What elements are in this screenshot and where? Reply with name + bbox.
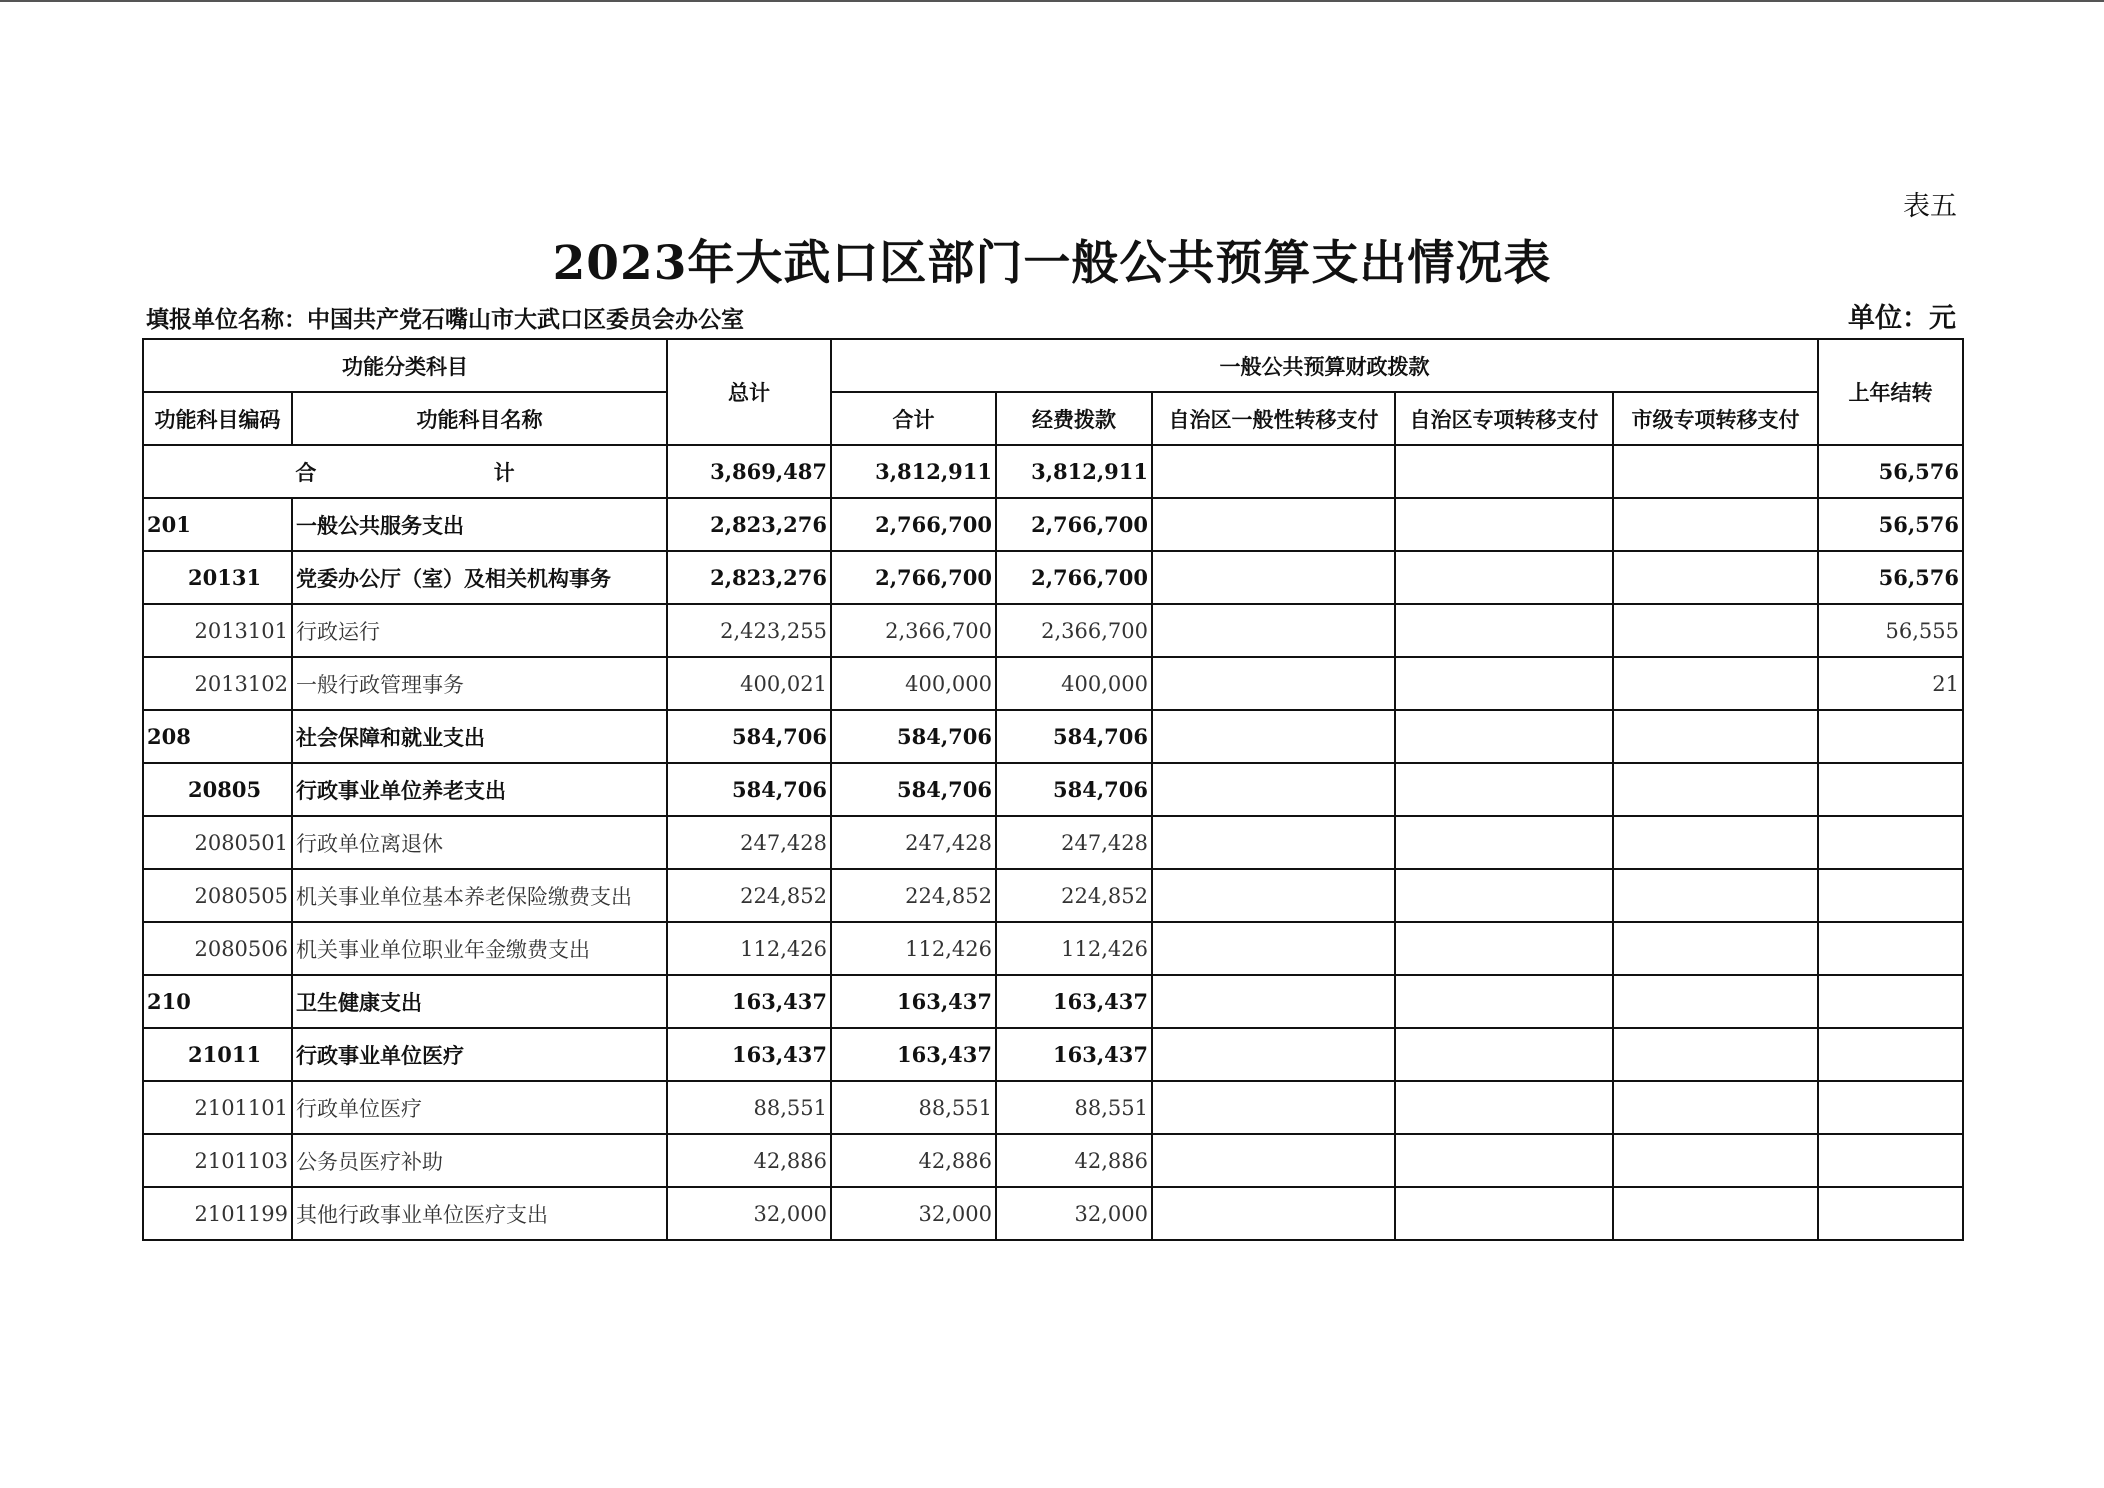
cell-code: 2013101 (143, 604, 292, 657)
cell-name: 行政事业单位养老支出 (292, 763, 667, 816)
budget-table (142, 338, 1964, 1241)
cell-subtotal: 88,551 (831, 1081, 996, 1134)
cell-code: 210 (143, 975, 292, 1028)
header-region-general-transfer: 自治区一般性转移支付 (1152, 392, 1395, 445)
cell-funding: 2,766,700 (996, 551, 1152, 604)
cell-city-special (1613, 657, 1818, 710)
cell-region-general (1152, 869, 1395, 922)
cell-region-special (1395, 604, 1613, 657)
cell-total: 112,426 (667, 922, 831, 975)
cell-code: 2080505 (143, 869, 292, 922)
cell-region-general (1152, 604, 1395, 657)
cell-funding: 224,852 (996, 869, 1152, 922)
header-subtotal: 合计 (831, 392, 996, 445)
cell-subtotal: 247,428 (831, 816, 996, 869)
cell-region-special (1395, 1187, 1613, 1240)
cell-code: 2013102 (143, 657, 292, 710)
cell-code: 2080501 (143, 816, 292, 869)
cell-total: 584,706 (667, 710, 831, 763)
cell-region-general (1152, 1028, 1395, 1081)
header-city-special-transfer: 市级专项转移支付 (1613, 392, 1818, 445)
total-region-general (1152, 445, 1395, 498)
cell-city-special (1613, 551, 1818, 604)
cell-carryover (1818, 975, 1963, 1028)
cell-total: 2,423,255 (667, 604, 831, 657)
table-row (143, 551, 1963, 604)
cell-region-special (1395, 551, 1613, 604)
cell-subtotal: 163,437 (831, 1028, 996, 1081)
cell-region-special (1395, 869, 1613, 922)
cell-name: 行政单位医疗 (292, 1081, 667, 1134)
cell-name: 卫生健康支出 (292, 975, 667, 1028)
table-row (143, 498, 1963, 551)
cell-code: 21011 (143, 1028, 292, 1081)
total-label: 合 计 (143, 445, 667, 498)
table-number: 表五 (1903, 191, 1957, 222)
cell-region-general (1152, 1081, 1395, 1134)
cell-carryover (1818, 816, 1963, 869)
cell-total: 163,437 (667, 1028, 831, 1081)
header-general-budget: 一般公共预算财政拨款 (831, 339, 1818, 392)
header-name: 功能科目名称 (292, 392, 667, 445)
cell-carryover (1818, 1028, 1963, 1081)
cell-city-special (1613, 604, 1818, 657)
cell-subtotal: 584,706 (831, 763, 996, 816)
currency-unit: 单位：元 (1848, 303, 1956, 334)
cell-funding: 584,706 (996, 763, 1152, 816)
total-subtotal: 3,812,911 (831, 445, 996, 498)
cell-city-special (1613, 498, 1818, 551)
cell-carryover: 56,555 (1818, 604, 1963, 657)
cell-region-general (1152, 1187, 1395, 1240)
cell-carryover: 56,576 (1818, 551, 1963, 604)
total-row (143, 445, 1963, 498)
cell-name: 其他行政事业单位医疗支出 (292, 1187, 667, 1240)
cell-name: 行政单位离退休 (292, 816, 667, 869)
document-meta (146, 296, 1956, 335)
cell-total: 163,437 (667, 975, 831, 1028)
header-row-2 (143, 392, 1963, 445)
cell-name: 公务员医疗补助 (292, 1134, 667, 1187)
reporting-unit-name: 填报单位名称：中国共产党石嘴山市大武口区委员会办公室 (146, 306, 744, 333)
cell-region-special (1395, 922, 1613, 975)
cell-carryover (1818, 922, 1963, 975)
cell-region-special (1395, 710, 1613, 763)
cell-city-special (1613, 1028, 1818, 1081)
cell-funding: 2,366,700 (996, 604, 1152, 657)
cell-region-special (1395, 498, 1613, 551)
header-region-special-transfer: 自治区专项转移支付 (1395, 392, 1613, 445)
cell-subtotal: 2,766,700 (831, 498, 996, 551)
cell-funding: 88,551 (996, 1081, 1152, 1134)
total-city-special (1613, 445, 1818, 498)
cell-code: 20131 (143, 551, 292, 604)
total-region-special (1395, 445, 1613, 498)
cell-funding: 163,437 (996, 1028, 1152, 1081)
cell-code: 201 (143, 498, 292, 551)
cell-region-general (1152, 657, 1395, 710)
cell-name: 行政事业单位医疗 (292, 1028, 667, 1081)
cell-region-special (1395, 816, 1613, 869)
cell-code: 20805 (143, 763, 292, 816)
total-funding: 3,812,911 (996, 445, 1152, 498)
cell-name: 一般行政管理事务 (292, 657, 667, 710)
table-row (143, 975, 1963, 1028)
cell-total: 400,021 (667, 657, 831, 710)
cell-city-special (1613, 1187, 1818, 1240)
header-code: 功能科目编码 (143, 392, 292, 445)
cell-subtotal: 2,766,700 (831, 551, 996, 604)
cell-region-special (1395, 1134, 1613, 1187)
cell-subtotal: 32,000 (831, 1187, 996, 1240)
table-row (143, 1028, 1963, 1081)
table-row (143, 657, 1963, 710)
table-row (143, 1134, 1963, 1187)
header-total: 总计 (667, 339, 831, 445)
page-title: 2023年大武口区部门一般公共预算支出情况表 (552, 236, 1552, 291)
cell-carryover: 56,576 (1818, 498, 1963, 551)
cell-total: 42,886 (667, 1134, 831, 1187)
cell-carryover (1818, 869, 1963, 922)
cell-city-special (1613, 816, 1818, 869)
cell-region-special (1395, 1081, 1613, 1134)
cell-total: 2,823,276 (667, 551, 831, 604)
cell-region-special (1395, 1028, 1613, 1081)
cell-subtotal: 112,426 (831, 922, 996, 975)
cell-funding: 584,706 (996, 710, 1152, 763)
cell-code: 2101199 (143, 1187, 292, 1240)
cell-total: 584,706 (667, 763, 831, 816)
cell-city-special (1613, 869, 1818, 922)
cell-subtotal: 584,706 (831, 710, 996, 763)
cell-name: 社会保障和就业支出 (292, 710, 667, 763)
cell-code: 2080506 (143, 922, 292, 975)
cell-funding: 400,000 (996, 657, 1152, 710)
table-row (143, 604, 1963, 657)
cell-region-special (1395, 763, 1613, 816)
cell-region-general (1152, 763, 1395, 816)
cell-total: 247,428 (667, 816, 831, 869)
cell-city-special (1613, 975, 1818, 1028)
header-functional-category: 功能分类科目 (143, 339, 667, 392)
table-row (143, 763, 1963, 816)
cell-city-special (1613, 1081, 1818, 1134)
cell-region-general (1152, 975, 1395, 1028)
cell-name: 党委办公厅（室）及相关机构事务 (292, 551, 667, 604)
cell-subtotal: 42,886 (831, 1134, 996, 1187)
cell-carryover (1818, 710, 1963, 763)
top-border-line (0, 0, 2104, 2)
budget-rows (143, 498, 1963, 1240)
cell-subtotal: 400,000 (831, 657, 996, 710)
cell-name: 行政运行 (292, 604, 667, 657)
cell-code: 208 (143, 710, 292, 763)
header-funding: 经费拨款 (996, 392, 1152, 445)
table-row (143, 710, 1963, 763)
cell-total: 88,551 (667, 1081, 831, 1134)
cell-region-special (1395, 657, 1613, 710)
cell-region-general (1152, 551, 1395, 604)
cell-city-special (1613, 763, 1818, 816)
cell-region-general (1152, 1134, 1395, 1187)
cell-carryover (1818, 1081, 1963, 1134)
cell-name: 一般公共服务支出 (292, 498, 667, 551)
table-row (143, 816, 1963, 869)
cell-funding: 42,886 (996, 1134, 1152, 1187)
cell-carryover (1818, 1187, 1963, 1240)
cell-region-general (1152, 922, 1395, 975)
cell-carryover (1818, 1134, 1963, 1187)
cell-carryover: 21 (1818, 657, 1963, 710)
cell-funding: 2,766,700 (996, 498, 1152, 551)
cell-total: 224,852 (667, 869, 831, 922)
cell-region-general (1152, 498, 1395, 551)
cell-subtotal: 163,437 (831, 975, 996, 1028)
header-row-1 (143, 339, 1963, 392)
cell-funding: 112,426 (996, 922, 1152, 975)
cell-code: 2101103 (143, 1134, 292, 1187)
header-prior-year-carryover: 上年结转 (1818, 339, 1963, 445)
cell-city-special (1613, 1134, 1818, 1187)
table-row (143, 922, 1963, 975)
cell-region-general (1152, 816, 1395, 869)
cell-region-general (1152, 710, 1395, 763)
cell-code: 2101101 (143, 1081, 292, 1134)
cell-total: 32,000 (667, 1187, 831, 1240)
cell-funding: 32,000 (996, 1187, 1152, 1240)
cell-city-special (1613, 710, 1818, 763)
cell-subtotal: 224,852 (831, 869, 996, 922)
cell-region-special (1395, 975, 1613, 1028)
table-row (143, 1187, 1963, 1240)
cell-city-special (1613, 922, 1818, 975)
total-carryover: 56,576 (1818, 445, 1963, 498)
cell-name: 机关事业单位基本养老保险缴费支出 (292, 869, 667, 922)
cell-total: 2,823,276 (667, 498, 831, 551)
cell-funding: 163,437 (996, 975, 1152, 1028)
cell-funding: 247,428 (996, 816, 1152, 869)
table-row (143, 1081, 1963, 1134)
table-row (143, 869, 1963, 922)
total-total: 3,869,487 (667, 445, 831, 498)
cell-subtotal: 2,366,700 (831, 604, 996, 657)
cell-name: 机关事业单位职业年金缴费支出 (292, 922, 667, 975)
cell-carryover (1818, 763, 1963, 816)
